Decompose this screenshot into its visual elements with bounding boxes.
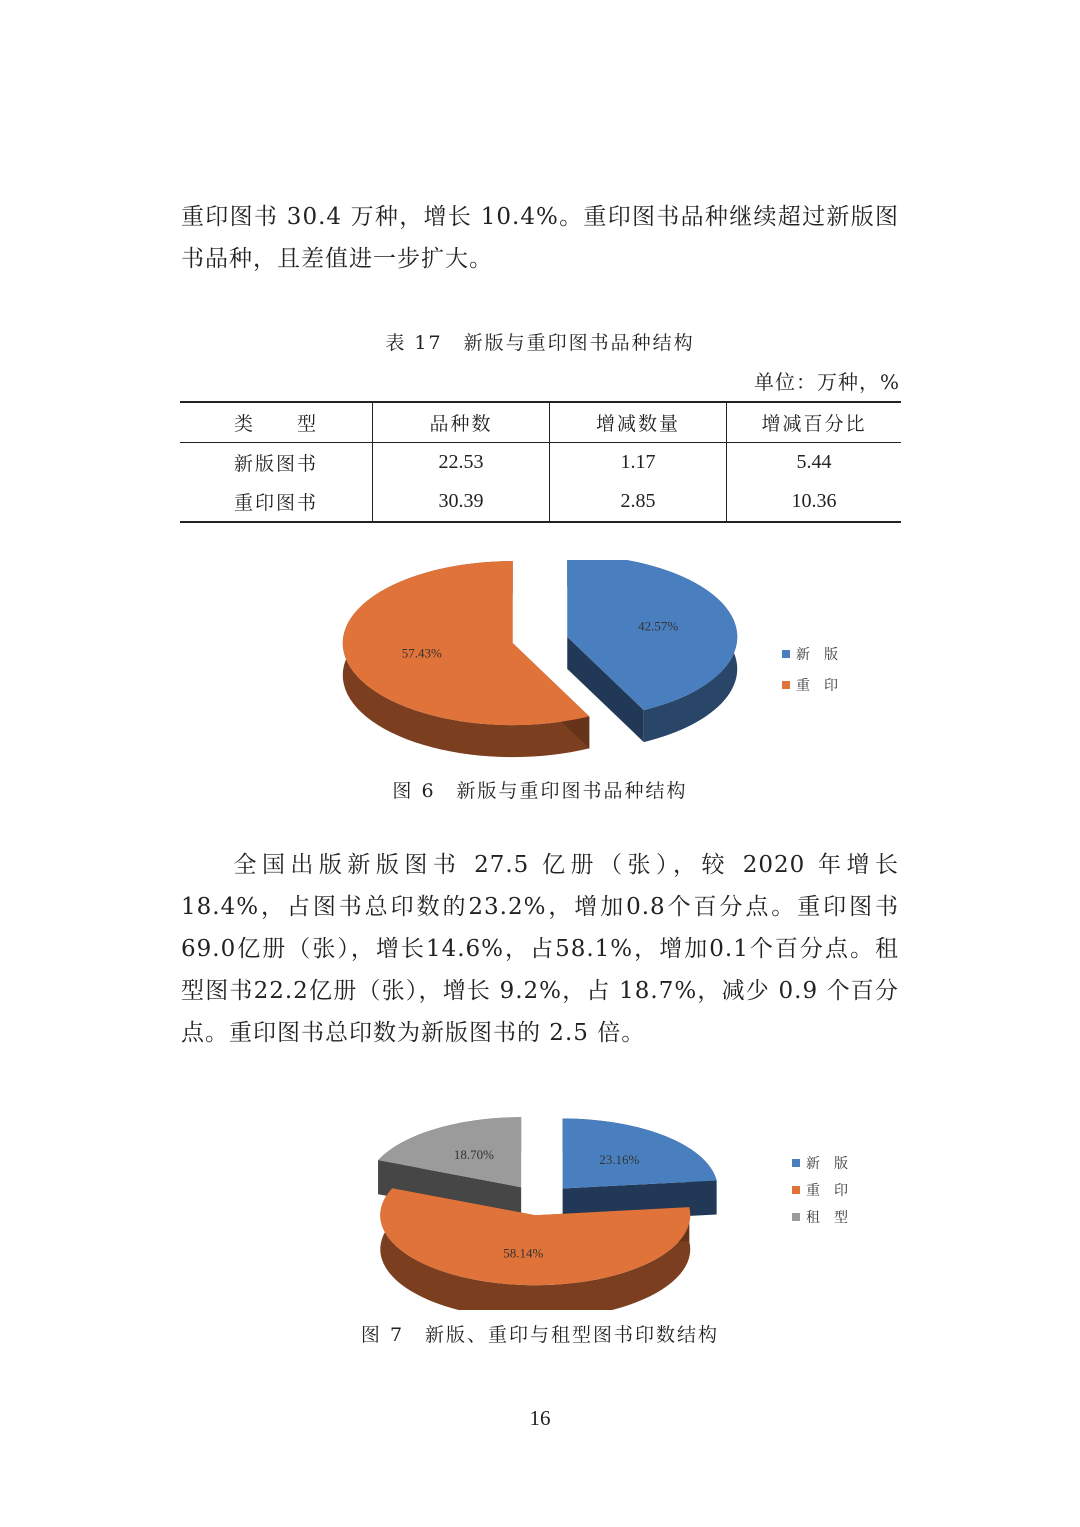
pie-data-label: 18.70% xyxy=(453,1147,494,1163)
table-row xyxy=(180,443,901,483)
header-type: 类 型 xyxy=(180,402,373,443)
legend-label: 重 印 xyxy=(796,679,838,694)
header-variety-count: 品种数 xyxy=(373,402,550,443)
table-unit: 单位：万种，% xyxy=(753,370,900,394)
pie-chart-figure6-svg xyxy=(0,560,1080,760)
cell-variety-count: 30.39 xyxy=(373,482,550,522)
header-change-percent: 增减百分比 xyxy=(727,402,902,443)
header-change-amount: 增减数量 xyxy=(550,402,727,443)
cell-variety-count: 22.53 xyxy=(373,443,550,483)
paragraph-reprint-summary: 重印图书 30.4 万种，增长 10.4%。重印图书品种继续超过新版图书品种，且差值进一步扩大。 xyxy=(181,204,899,272)
pie-data-label: 57.43% xyxy=(401,645,442,661)
variety-structure-table xyxy=(180,401,901,523)
legend-swatch xyxy=(792,1213,800,1221)
pie-slice xyxy=(563,1119,717,1189)
table-header-row xyxy=(180,402,901,443)
pie-data-label: 58.14% xyxy=(503,1245,544,1261)
table-row xyxy=(180,482,901,522)
legend-label: 租 型 xyxy=(806,1211,848,1226)
cell-change-percent: 5.44 xyxy=(727,443,902,483)
pie-data-label: 23.16% xyxy=(599,1151,640,1167)
pie-chart-figure7 xyxy=(0,1070,1080,1310)
legend-swatch xyxy=(792,1186,800,1194)
pie-chart-figure6 xyxy=(0,560,1080,760)
legend-swatch xyxy=(782,650,790,658)
paragraph-print-volume-text: 全国出版新版图书 27.5 亿册（张），较 2020 年增长 18.4%，占图书总印数的23.2%，增加0.8个百分点。重印图书69.0亿册（张），增长14.6%，占58.1%，增加0.1个百分点。租型图书22.2亿册（张），增长 9.2%，占 18.7%，减少 0.9 个百分点。重印图书总印数为新版图书的 2.5 倍。 xyxy=(181,852,899,1046)
legend-swatch xyxy=(792,1159,800,1167)
cell-change-percent: 10.36 xyxy=(727,482,902,522)
legend-label: 重 印 xyxy=(806,1184,848,1199)
page-number: 16 xyxy=(529,1406,551,1430)
figure6-caption: 图 6 新版与重印图书品种结构 xyxy=(392,780,688,802)
cell-type: 重印图书 xyxy=(233,492,318,514)
paragraph-print-volume xyxy=(181,844,899,1054)
table-caption: 表 17 新版与重印图书品种结构 xyxy=(385,332,695,354)
legend-label: 新 版 xyxy=(796,648,838,663)
cell-type: 新版图书 xyxy=(233,453,318,475)
cell-change-amount: 1.17 xyxy=(550,443,727,483)
legend-label: 新 版 xyxy=(806,1157,848,1172)
pie-chart-figure7-svg xyxy=(0,1070,1080,1310)
cell-change-amount: 2.85 xyxy=(550,482,727,522)
pie-data-label: 42.57% xyxy=(638,618,679,634)
legend-swatch xyxy=(782,681,790,689)
figure7-caption: 图 7 新版、重印与租型图书印数结构 xyxy=(360,1324,720,1346)
